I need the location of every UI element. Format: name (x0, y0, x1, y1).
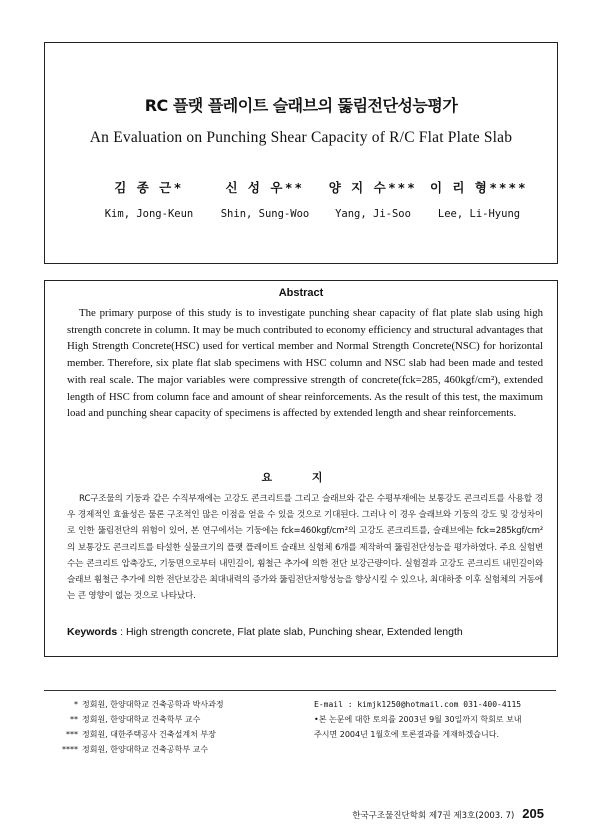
affiliation-item (52, 712, 302, 727)
korean-summary-heading: 요 지 (261, 471, 341, 484)
paper-title-english: An Evaluation on Punching Shear Capacity of R/C Flat Plate Slab (89, 129, 513, 146)
affiliation-text: 정회원, 대한주택공사 건축설계처 부장 (82, 730, 216, 739)
journal-citation: 한국구조물진단학회 제7권 제3호(2003. 7) (352, 811, 515, 821)
author-3 (313, 178, 433, 220)
author-name-english: Shin, Sung-Woo (220, 208, 310, 220)
affiliation-item (52, 727, 302, 742)
affiliation-item (52, 697, 302, 712)
keywords-label: Keywords (67, 626, 118, 638)
abstract-heading: Abstract (278, 287, 324, 299)
footnote-mark: **** (62, 745, 78, 754)
discussion-note-line-1: •본 논문에 대한 토의를 2003년 9월 30일까지 학회로 보내 (314, 715, 522, 724)
footnote-divider (44, 690, 556, 691)
page-number: 205 (522, 806, 544, 821)
abstract-body: The primary purpose of this study is to investigate punching shear capacity of flat plate slab using high strength concrete in column. It may be much contributed to economy efficiency and structural advantages that High Strength Concrete(HSC) used for vertical member and Normal Strength Concrete(NSC) for horizontal member. Therefore, six plate flat slab specimens with HSC column and NSC slab had been made and tested with real scale. The major variables were compressive strength of concrete(fck=285, 460kgf/cm²), extended length of HSC from column face and amount of shear reinforcements. As the result of this test, the maximum load and punching shear capacity of specimens is affected by extended length and shear reinforcements. (67, 307, 543, 420)
affiliation-text: 정회원, 한양대학교 건축학부 교수 (82, 715, 201, 724)
contact-email: E-mail : kimjk1250@hotmail.com 031-400-4115 (314, 700, 522, 709)
author-name-english: Lee, Li-Hyung (437, 208, 521, 220)
footnote-mark: ** (70, 715, 78, 724)
footnote-mark: * (74, 700, 78, 709)
affiliation-text: 정회원, 한양대학교 건축공학과 박사과정 (82, 700, 224, 709)
page-footer (352, 806, 544, 821)
paper-title-korean: RC 플랫 플레이트 슬래브의 뚫림전단성능평가 (144, 96, 458, 115)
affiliation-text: 정회원, 한양대학교 건축공학부 교수 (82, 745, 209, 754)
author-affiliations (52, 697, 302, 757)
author-name-korean: 신 성 우** (225, 180, 305, 195)
contact-notes (314, 697, 562, 742)
korean-summary-body: RC구조물의 기둥과 같은 수직부재에는 고강도 콘크리트를 그리고 슬래브와 같은 수평부재에는 보통강도 콘크리트를 사용할 경우 경제적인 효율성은 물론 구조적인 많은 이점을 얻을 수 있을 것으로 기대된다. 그러나 이 경우 슬래브와 기둥의 강도 및 강성차이로 인한 뚫림전단의 위험이 있어, 본 연구에서는 기둥에는 fck=460kgf/cm²의 고강도 콘크리트를, 슬래브에는 fck=285kgf/cm²의 보통강도 콘크리트를 타설한 실물크기의 플랫 플레이트 슬래브 실험체 6개를 제작하여 뚫림전단성능을 평가하였다. 주요 실험변수는 콘크리트 압축강도, 기둥면으로부터 내민길이, 휨철근 추가에 의한 전단 보강근량이다. 실험결과 고강도 콘크리트 내민길이와 슬래브 휨철근 추가에 의한 전단보강은 최대내력의 증가와 뚫림전단저항성능을 향상시킬 수 있으나, 최대하중 이후 실험체의 거동에는 큰 영향이 없는 것으로 나타났다. (67, 494, 543, 602)
footnote-mark: *** (66, 730, 78, 739)
discussion-note-line-2: 주시면 2004년 1월호에 토론결과를 게재하겠습니다. (314, 730, 499, 739)
author-name-korean: 양 지 수*** (328, 180, 418, 195)
author-1 (89, 178, 209, 220)
author-4 (419, 178, 539, 220)
author-name-english: Kim, Jong-Keun (104, 208, 194, 220)
author-2 (205, 178, 325, 220)
keywords-text: High strength concrete, Flat plate slab, Punching shear, Extended length (125, 626, 463, 638)
title-block (44, 42, 558, 264)
abstract-block (44, 280, 558, 657)
keywords: Keywords : High strength concrete, Flat plate slab, Punching shear, Extended length (67, 626, 463, 638)
affiliation-item (52, 742, 302, 757)
author-name-korean: 김 종 근* (114, 180, 184, 195)
author-name-korean: 이 리 형**** (429, 180, 529, 195)
author-name-english: Yang, Ji-Soo (335, 208, 411, 220)
